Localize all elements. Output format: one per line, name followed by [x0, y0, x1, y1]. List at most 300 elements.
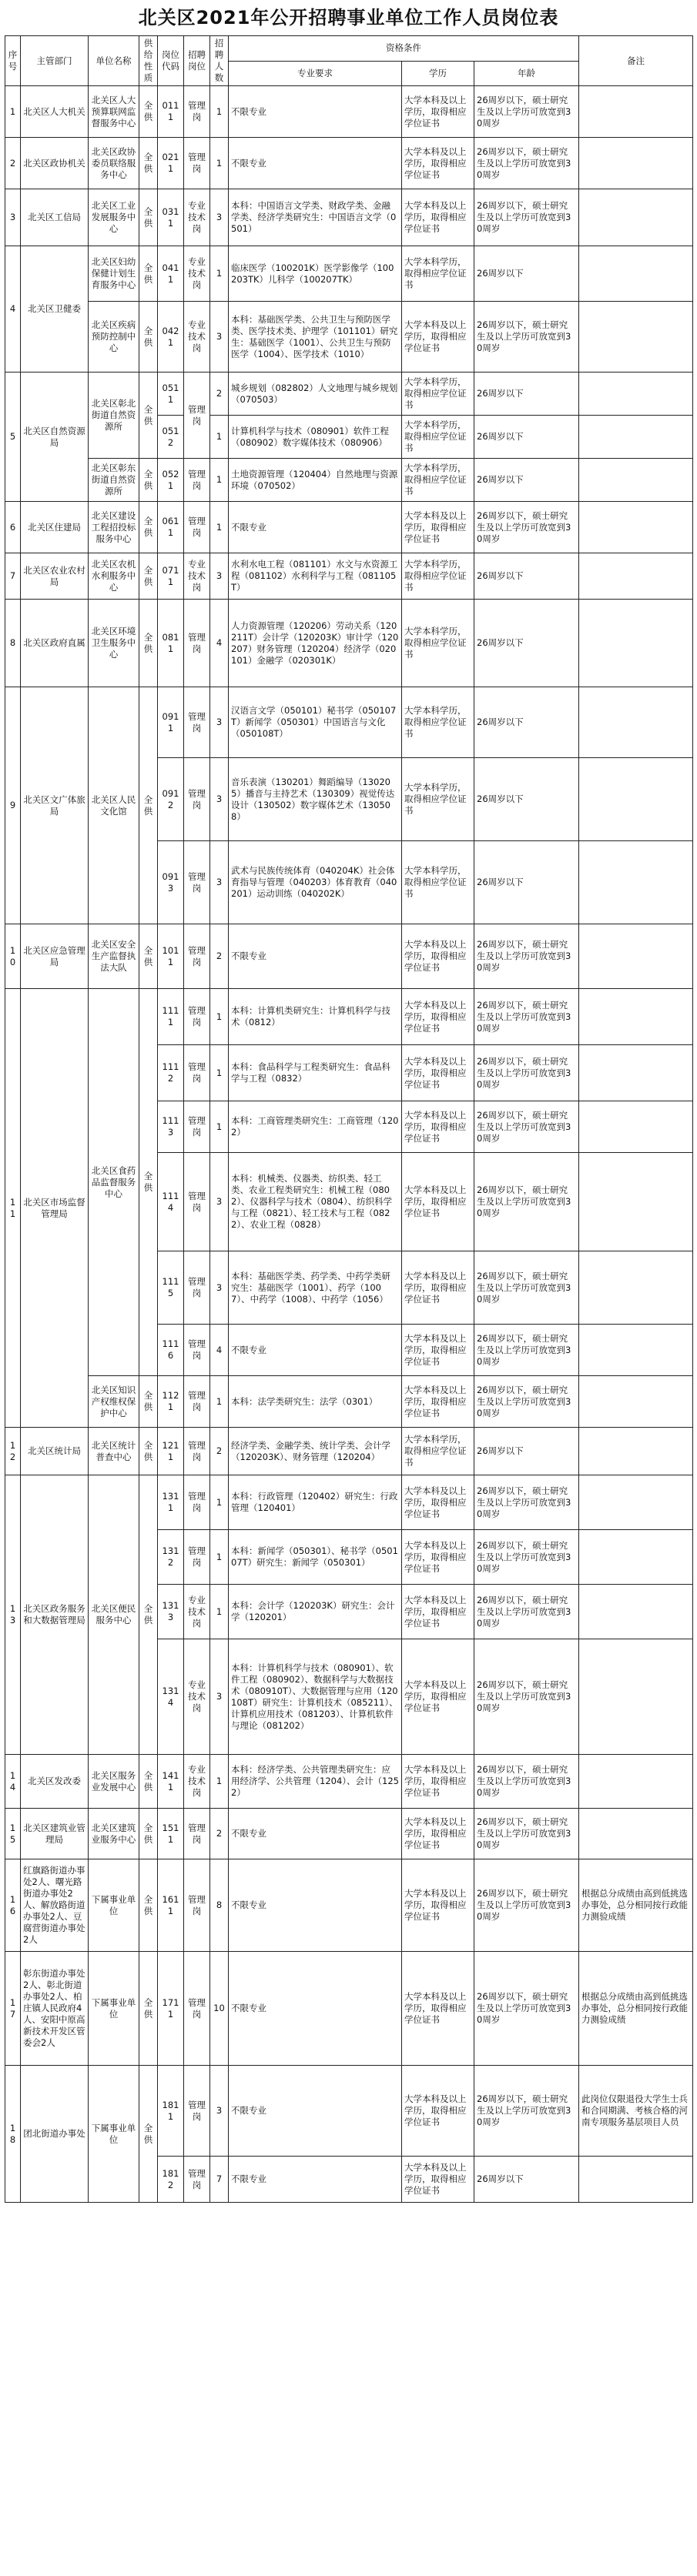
- cell-code: 0111: [158, 86, 184, 138]
- cell-category: 专业技术岗: [184, 1639, 210, 1755]
- header-seq: 序号: [5, 36, 21, 86]
- cell-education: 大学本科及以上学历，取得相应学位证书: [402, 1585, 474, 1639]
- cell-code: 1811: [158, 2066, 184, 2157]
- cell-code: 1111: [158, 989, 184, 1045]
- cell-seq: 2: [5, 138, 21, 189]
- recruitment-table-wrapper: [5, 35, 692, 2203]
- cell-unit: 下属事业单位: [89, 1952, 139, 2066]
- cell-note: [579, 302, 693, 373]
- header-unit: 单位名称: [89, 36, 139, 86]
- cell-education: 大学本科及以上学历，取得相应学位证书: [402, 1859, 474, 1952]
- cell-age: 26周岁以下: [474, 600, 579, 687]
- cell-seq: 14: [5, 1755, 21, 1809]
- cell-age: 26周岁以下: [474, 758, 579, 841]
- table-row: [5, 1475, 693, 1530]
- cell-count: 2: [210, 1428, 229, 1475]
- table-row: [5, 138, 693, 189]
- cell-age: 26周岁以下: [474, 687, 579, 758]
- cell-category: 管理岗: [184, 1045, 210, 1101]
- cell-major: 汉语言文学（050101）秘书学（050107T）新闻学（050301）中国语言与文化（050108T）: [229, 687, 402, 758]
- cell-education: 大学本科及以上学历，取得相应学位证书: [402, 189, 474, 246]
- cell-count: 8: [210, 1859, 229, 1952]
- cell-unit: 北关区工业发展服务中心: [89, 189, 139, 246]
- cell-dept: 北关区市场监督管理局: [21, 989, 89, 1428]
- cell-seq: 15: [5, 1809, 21, 1859]
- cell-education: 大学本科及以上学历，取得相应学位证书: [402, 2157, 474, 2203]
- cell-major: 本科：经济学类、公共管理类研究生：应用经济学、公共管理（1204）、会计（1252）: [229, 1755, 402, 1809]
- cell-education: 大学本科及以上学历，取得相应学位证书: [402, 502, 474, 553]
- cell-code: 0912: [158, 758, 184, 841]
- cell-dept: 北关区建筑业管理局: [21, 1809, 89, 1859]
- cell-seq: 4: [5, 246, 21, 373]
- cell-funding: 全供: [139, 1952, 158, 2066]
- cell-category: 管理岗: [184, 459, 210, 502]
- cell-note: [579, 86, 693, 138]
- cell-code: 1313: [158, 1585, 184, 1639]
- cell-seq: 18: [5, 2066, 21, 2203]
- cell-education: 大学本科学历，取得相应学位证书: [402, 246, 474, 302]
- cell-count: 1: [210, 1475, 229, 1530]
- cell-code: 1511: [158, 1809, 184, 1859]
- cell-dept: 北关区统计局: [21, 1428, 89, 1475]
- cell-code: 0913: [158, 841, 184, 924]
- cell-dept: 北关区应急管理局: [21, 924, 89, 989]
- cell-code: 1121: [158, 1376, 184, 1428]
- cell-age: 26周岁以下: [474, 1428, 579, 1475]
- cell-note: [579, 1101, 693, 1153]
- table-row: [5, 459, 693, 502]
- cell-dept: 北关区工信局: [21, 189, 89, 246]
- cell-note: [579, 924, 693, 989]
- table-row: [5, 86, 693, 138]
- cell-age: 26周岁以下，硕士研究生及以上学历可放宽到30周岁: [474, 1045, 579, 1101]
- cell-category: 管理岗: [184, 1809, 210, 1859]
- header-qualifications: 资格条件: [229, 36, 579, 62]
- cell-category: 专业技术岗: [184, 553, 210, 600]
- cell-education: 大学本科学历，取得相应学位证书: [402, 553, 474, 600]
- cell-age: 26周岁以下，硕士研究生及以上学历可放宽到30周岁: [474, 2066, 579, 2157]
- cell-funding: 全供: [139, 189, 158, 246]
- cell-dept: 北关区农业农村局: [21, 553, 89, 600]
- cell-code: 0521: [158, 459, 184, 502]
- cell-category: 管理岗: [184, 1475, 210, 1530]
- cell-code: 1211: [158, 1428, 184, 1475]
- cell-dept: 北关区政府直属: [21, 600, 89, 687]
- cell-category: 管理岗: [184, 2066, 210, 2157]
- cell-seq: 6: [5, 502, 21, 553]
- header-category: 招聘岗位: [184, 36, 210, 86]
- cell-unit: 北关区知识产权维权保护中心: [89, 1376, 139, 1428]
- cell-category: 管理岗: [184, 2157, 210, 2203]
- cell-count: 3: [210, 758, 229, 841]
- cell-funding: 全供: [139, 86, 158, 138]
- table-row: [5, 687, 693, 758]
- cell-major: 不限专业: [229, 1809, 402, 1859]
- cell-major: 本科：计算机类研究生：计算机科学与技术（0812）: [229, 989, 402, 1045]
- cell-education: 大学本科及以上学历，取得相应学位证书: [402, 1101, 474, 1153]
- cell-seq: 1: [5, 86, 21, 138]
- cell-note: [579, 989, 693, 1045]
- cell-funding: 全供: [139, 1755, 158, 1809]
- header-count: 招聘人数: [210, 36, 229, 86]
- cell-major: 本科：计算机科学与技术（080901）、软件工程（080902）、数据科学与大数据技术（080910T）、大数据管理与应用（120108T）研究生：计算机技术（085211）、计算机应用技术（081203）、计算机软件与理论（081202）: [229, 1639, 402, 1755]
- cell-funding: 全供: [139, 459, 158, 502]
- cell-education: 大学本科学历，取得相应学位证书: [402, 459, 474, 502]
- cell-code: 1113: [158, 1101, 184, 1153]
- cell-category: 管理岗: [184, 1153, 210, 1251]
- cell-education: 大学本科学历，取得相应学位证书: [402, 758, 474, 841]
- cell-count: 2: [210, 1809, 229, 1859]
- cell-code: 1411: [158, 1755, 184, 1809]
- cell-dept: 彰东街道办事处2人、彰北街道办事处2人、柏庄镇人民政府4人、安阳中原高新技术开发区管委会2人: [21, 1952, 89, 2066]
- cell-count: 3: [210, 553, 229, 600]
- cell-funding: 全供: [139, 600, 158, 687]
- cell-category: 管理岗: [184, 1251, 210, 1325]
- cell-education: 大学本科及以上学历，取得相应学位证书: [402, 1530, 474, 1585]
- cell-count: 1: [210, 1530, 229, 1585]
- cell-unit: 下属事业单位: [89, 1859, 139, 1952]
- table-row: [5, 1859, 693, 1952]
- cell-unit: 北关区人大预算联网监督服务中心: [89, 86, 139, 138]
- cell-education: 大学本科学历，取得相应学位证书: [402, 687, 474, 758]
- cell-major: 经济学类、金融学类、统计学类、会计学（120203K）、财务管理（120204）: [229, 1428, 402, 1475]
- cell-age: 26周岁以下，硕士研究生及以上学历可放宽到30周岁: [474, 1153, 579, 1251]
- cell-major: 不限专业: [229, 924, 402, 989]
- cell-category: 管理岗: [184, 1101, 210, 1153]
- cell-unit: 北关区疾病预防控制中心: [89, 302, 139, 373]
- cell-count: 10: [210, 1952, 229, 2066]
- cell-major: 不限专业: [229, 502, 402, 553]
- table-row: [5, 189, 693, 246]
- table-row: [5, 600, 693, 687]
- cell-age: 26周岁以下: [474, 246, 579, 302]
- cell-count: 1: [210, 1376, 229, 1428]
- cell-note: [579, 1376, 693, 1428]
- header-row-1: [5, 36, 693, 62]
- cell-education: 大学本科及以上学历，取得相应学位证书: [402, 924, 474, 989]
- cell-code: 1611: [158, 1859, 184, 1952]
- cell-major: 不限专业: [229, 2066, 402, 2157]
- cell-funding: 全供: [139, 302, 158, 373]
- cell-funding: 全供: [139, 924, 158, 989]
- cell-category: 管理岗: [184, 687, 210, 758]
- cell-funding: 全供: [139, 1428, 158, 1475]
- cell-unit: 北关区妇幼保健计划生育服务中心: [89, 246, 139, 302]
- cell-major: 本科：食品科学与工程类研究生：食品科学与工程（0832）: [229, 1045, 402, 1101]
- cell-education: 大学本科及以上学历，取得相应学位证书: [402, 138, 474, 189]
- cell-code: 1314: [158, 1639, 184, 1755]
- cell-education: 大学本科学历，取得相应学位证书: [402, 416, 474, 459]
- header-education: 学历: [402, 61, 474, 86]
- cell-age: 26周岁以下，硕士研究生及以上学历可放宽到30周岁: [474, 189, 579, 246]
- cell-count: 1: [210, 416, 229, 459]
- cell-dept: 北关区自然资源局: [21, 373, 89, 502]
- cell-funding: 全供: [139, 989, 158, 1376]
- cell-seq: 7: [5, 553, 21, 600]
- cell-seq: 8: [5, 600, 21, 687]
- cell-education: 大学本科及以上学历，取得相应学位证书: [402, 989, 474, 1045]
- header-age: 年龄: [474, 61, 579, 86]
- cell-count: 3: [210, 189, 229, 246]
- cell-category: 管理岗: [184, 138, 210, 189]
- cell-age: 26周岁以下，硕士研究生及以上学历可放宽到30周岁: [474, 1530, 579, 1585]
- cell-major: 本科：工商管理类研究生：工商管理（1202）: [229, 1101, 402, 1153]
- cell-unit: 北关区政协委员联络服务中心: [89, 138, 139, 189]
- cell-category: 管理岗: [184, 1859, 210, 1952]
- cell-major: 不限专业: [229, 1952, 402, 2066]
- cell-count: 3: [210, 1153, 229, 1251]
- cell-code: 1115: [158, 1251, 184, 1325]
- cell-major: 不限专业: [229, 1859, 402, 1952]
- cell-category: 管理岗: [184, 758, 210, 841]
- cell-unit: 北关区彰东街道自然资源所: [89, 459, 139, 502]
- cell-major: 本科：法学类研究生：法学（0301）: [229, 1376, 402, 1428]
- cell-count: 4: [210, 1325, 229, 1376]
- cell-major: 土地资源管理（120404）自然地理与资源环境（070502）: [229, 459, 402, 502]
- cell-age: 26周岁以下: [474, 373, 579, 416]
- cell-education: 大学本科学历，取得相应学位证书: [402, 841, 474, 924]
- cell-note: [579, 1428, 693, 1475]
- cell-major: 不限专业: [229, 2157, 402, 2203]
- cell-category: 管理岗: [184, 1952, 210, 2066]
- cell-age: 26周岁以下，硕士研究生及以上学历可放宽到30周岁: [474, 1251, 579, 1325]
- cell-note: [579, 1251, 693, 1325]
- cell-note: 此岗位仅限退役大学生士兵和合同期满、考核合格的河南专项服务基层项目人员: [579, 2066, 693, 2157]
- cell-dept: 北关区发改委: [21, 1755, 89, 1809]
- table-row: [5, 302, 693, 373]
- cell-age: 26周岁以下: [474, 553, 579, 600]
- cell-note: [579, 138, 693, 189]
- cell-unit: 北关区农机水利服务中心: [89, 553, 139, 600]
- cell-dept: 北关区住建局: [21, 502, 89, 553]
- cell-major: 不限专业: [229, 138, 402, 189]
- cell-note: [579, 1045, 693, 1101]
- cell-major: 计算机科学与技术（080901）软件工程（080902）数字媒体技术（080906）: [229, 416, 402, 459]
- cell-count: 3: [210, 2066, 229, 2157]
- cell-count: 1: [210, 86, 229, 138]
- recruitment-table: [5, 35, 693, 2203]
- cell-count: 3: [210, 1639, 229, 1755]
- cell-note: [579, 373, 693, 416]
- cell-major: 水利水电工程（081101）水文与水资源工程（081102）水利科学与工程（081105T）: [229, 553, 402, 600]
- cell-dept: 团北街道办事处: [21, 2066, 89, 2203]
- cell-note: [579, 1585, 693, 1639]
- cell-education: 大学本科学历，取得相应学位证书: [402, 373, 474, 416]
- cell-count: 2: [210, 924, 229, 989]
- cell-age: 26周岁以下，硕士研究生及以上学历可放宽到30周岁: [474, 1755, 579, 1809]
- cell-major: 城乡规划（082802）人文地理与城乡规划（070503）: [229, 373, 402, 416]
- cell-education: 大学本科及以上学历，取得相应学位证书: [402, 86, 474, 138]
- cell-education: 大学本科及以上学历，取得相应学位证书: [402, 1376, 474, 1428]
- cell-count: 1: [210, 989, 229, 1045]
- cell-unit: 北关区建筑业服务中心: [89, 1809, 139, 1859]
- cell-age: 26周岁以下，硕士研究生及以上学历可放宽到30周岁: [474, 1475, 579, 1530]
- cell-age: 26周岁以下，硕士研究生及以上学历可放宽到30周岁: [474, 1859, 579, 1952]
- cell-major: 本科：基础医学类、药学类、中药学类研究生：基础医学（1001）、药学（1007）、中药学（1008）、中药学（1056）: [229, 1251, 402, 1325]
- cell-age: 26周岁以下，硕士研究生及以上学历可放宽到30周岁: [474, 502, 579, 553]
- table-row: [5, 1428, 693, 1475]
- cell-unit: 北关区建设工程招投标服务中心: [89, 502, 139, 553]
- cell-education: 大学本科及以上学历，取得相应学位证书: [402, 2066, 474, 2157]
- cell-code: 0421: [158, 302, 184, 373]
- cell-funding: 全供: [139, 1475, 158, 1755]
- cell-age: 26周岁以下，硕士研究生及以上学历可放宽到30周岁: [474, 1585, 579, 1639]
- cell-category: 管理岗: [184, 841, 210, 924]
- cell-note: [579, 1153, 693, 1251]
- cell-category: 管理岗: [184, 502, 210, 553]
- cell-note: [579, 1755, 693, 1809]
- cell-age: 26周岁以下，硕士研究生及以上学历可放宽到30周岁: [474, 1376, 579, 1428]
- page-title: 北关区2021年公开招聘事业单位工作人员岗位表: [138, 7, 559, 28]
- cell-category: 专业技术岗: [184, 1755, 210, 1809]
- cell-education: 大学本科及以上学历，取得相应学位证书: [402, 1755, 474, 1809]
- table-row: [5, 989, 693, 1045]
- cell-code: 0511: [158, 373, 184, 416]
- header-dept: 主管部门: [21, 36, 89, 86]
- cell-age: 26周岁以下: [474, 459, 579, 502]
- cell-note: [579, 600, 693, 687]
- cell-age: 26周岁以下，硕士研究生及以上学历可放宽到30周岁: [474, 989, 579, 1045]
- cell-unit: 北关区彰北街道自然资源所: [89, 373, 139, 459]
- cell-age: 26周岁以下，硕士研究生及以上学历可放宽到30周岁: [474, 924, 579, 989]
- cell-unit: 北关区便民服务中心: [89, 1475, 139, 1755]
- cell-major: 人力资源管理（120206）劳动关系（120211T）会计学（120203K）审计学（120207）财务管理（120204）经济学（020101）金融学（020301K）: [229, 600, 402, 687]
- cell-note: [579, 1475, 693, 1530]
- cell-category: 专业技术岗: [184, 1585, 210, 1639]
- cell-education: 大学本科及以上学历，取得相应学位证书: [402, 1251, 474, 1325]
- cell-education: 大学本科及以上学历，取得相应学位证书: [402, 1045, 474, 1101]
- cell-funding: 全供: [139, 1376, 158, 1428]
- cell-dept: 红旗路街道办事处2人、曙光路街道办事处2人、解放路街道办事处2人、豆腐营街道办事处2人: [21, 1859, 89, 1952]
- cell-count: 1: [210, 1045, 229, 1101]
- cell-unit: 北关区服务业发展中心: [89, 1755, 139, 1809]
- cell-seq: 11: [5, 989, 21, 1428]
- cell-dept: 北关区政协机关: [21, 138, 89, 189]
- table-row: [5, 924, 693, 989]
- cell-note: 根据总分成绩由高到低挑选办事处，总分相同按行政能力测验成绩: [579, 1952, 693, 2066]
- cell-unit: 北关区食药品监督服务中心: [89, 989, 139, 1376]
- table-row: [5, 373, 693, 416]
- table-row: [5, 502, 693, 553]
- cell-unit: 北关区安全生产监督执法大队: [89, 924, 139, 989]
- cell-category: 专业技术岗: [184, 246, 210, 302]
- cell-funding: 全供: [139, 138, 158, 189]
- cell-note: [579, 246, 693, 302]
- cell-category: 管理岗: [184, 989, 210, 1045]
- cell-category: 管理岗: [184, 600, 210, 687]
- cell-note: [579, 459, 693, 502]
- cell-major: 本科：中国语言文学类、财政学类、金融学类、经济学类研究生：中国语言文学（0501）: [229, 189, 402, 246]
- cell-age: 26周岁以下，硕士研究生及以上学历可放宽到30周岁: [474, 302, 579, 373]
- cell-seq: 17: [5, 1952, 21, 2066]
- cell-major: 音乐表演（130201）舞蹈编导（130205）播音与主持艺术（130309）视觉传达设计（130502）数字媒体艺术（130508）: [229, 758, 402, 841]
- cell-major: 不限专业: [229, 1325, 402, 1376]
- cell-code: 0411: [158, 246, 184, 302]
- table-row: [5, 1755, 693, 1809]
- cell-count: 4: [210, 600, 229, 687]
- cell-note: [579, 841, 693, 924]
- cell-seq: 9: [5, 687, 21, 924]
- cell-code: 1711: [158, 1952, 184, 2066]
- table-row: [5, 1952, 693, 2066]
- cell-count: 1: [210, 246, 229, 302]
- cell-education: 大学本科及以上学历，取得相应学位证书: [402, 1809, 474, 1859]
- cell-seq: 10: [5, 924, 21, 989]
- cell-note: [579, 1530, 693, 1585]
- cell-code: 1116: [158, 1325, 184, 1376]
- cell-age: 26周岁以下: [474, 841, 579, 924]
- cell-note: [579, 416, 693, 459]
- header-code: 岗位代码: [158, 36, 184, 86]
- cell-note: [579, 1325, 693, 1376]
- cell-note: 根据总分成绩由高到低挑选办事处，总分相同按行政能力测验成绩: [579, 1859, 693, 1952]
- cell-dept: 北关区政务服务和大数据管理局: [21, 1475, 89, 1755]
- cell-code: 1114: [158, 1153, 184, 1251]
- cell-note: [579, 502, 693, 553]
- cell-code: 1112: [158, 1045, 184, 1101]
- cell-major: 武术与民族传统体育（040204K）社会体育指导与管理（040203）体育教育（040201）运动训练（040202K）: [229, 841, 402, 924]
- cell-major: 本科：行政管理（120402）研究生：行政管理（120401）: [229, 1475, 402, 1530]
- cell-code: 1812: [158, 2157, 184, 2203]
- cell-funding: 全供: [139, 246, 158, 302]
- cell-age: 26周岁以下，硕士研究生及以上学历可放宽到30周岁: [474, 1325, 579, 1376]
- cell-category: 专业技术岗: [184, 189, 210, 246]
- cell-category: 管理岗: [184, 1428, 210, 1475]
- header-major: 专业要求: [229, 61, 402, 86]
- table-row: [5, 1376, 693, 1428]
- cell-count: 1: [210, 502, 229, 553]
- cell-major: 本科：新闻学（050301）、秘书学（050107T）研究生：新闻学（050301）: [229, 1530, 402, 1585]
- cell-note: [579, 1809, 693, 1859]
- cell-category: 管理岗: [184, 924, 210, 989]
- cell-unit: 北关区统计普查中心: [89, 1428, 139, 1475]
- cell-age: 26周岁以下: [474, 2157, 579, 2203]
- cell-funding: 全供: [139, 1859, 158, 1952]
- cell-age: 26周岁以下，硕士研究生及以上学历可放宽到30周岁: [474, 1809, 579, 1859]
- cell-category: 管理岗: [184, 373, 210, 459]
- cell-code: 0611: [158, 502, 184, 553]
- cell-education: 大学本科及以上学历，取得相应学位证书: [402, 1325, 474, 1376]
- cell-major: 本科：基础医学类、公共卫生与预防医学类、医学技术类、护理学（101101）研究生：基础医学（1001）、公共卫生与预防医学（1004）、医学技术（1010）: [229, 302, 402, 373]
- cell-count: 7: [210, 2157, 229, 2203]
- cell-education: 大学本科学历，取得相应学位证书: [402, 1428, 474, 1475]
- cell-note: [579, 1639, 693, 1755]
- cell-count: 1: [210, 1585, 229, 1639]
- cell-count: 3: [210, 1251, 229, 1325]
- cell-code: 0512: [158, 416, 184, 459]
- cell-funding: 全供: [139, 1809, 158, 1859]
- cell-seq: 5: [5, 373, 21, 502]
- cell-count: 1: [210, 1755, 229, 1809]
- table-row: [5, 246, 693, 302]
- table-row: [5, 1809, 693, 1859]
- cell-funding: 全供: [139, 687, 158, 924]
- cell-age: 26周岁以下，硕士研究生及以上学历可放宽到30周岁: [474, 1101, 579, 1153]
- cell-note: [579, 189, 693, 246]
- cell-major: 本科：机械类、仪器类、纺织类、轻工类、农业工程类研究生：机械工程（0802）、仪器科学与技术（0804）、纺织科学与工程（0821）、轻工技术与工程（0822）、农业工程（0828）: [229, 1153, 402, 1251]
- cell-major: 不限专业: [229, 86, 402, 138]
- cell-count: 1: [210, 138, 229, 189]
- cell-code: 1011: [158, 924, 184, 989]
- cell-code: 1311: [158, 1475, 184, 1530]
- cell-note: [579, 553, 693, 600]
- cell-dept: 北关区人大机关: [21, 86, 89, 138]
- cell-category: 管理岗: [184, 1530, 210, 1585]
- header-note: 备注: [579, 36, 693, 86]
- cell-education: 大学本科及以上学历，取得相应学位证书: [402, 1952, 474, 2066]
- cell-code: 1312: [158, 1530, 184, 1585]
- cell-note: [579, 2157, 693, 2203]
